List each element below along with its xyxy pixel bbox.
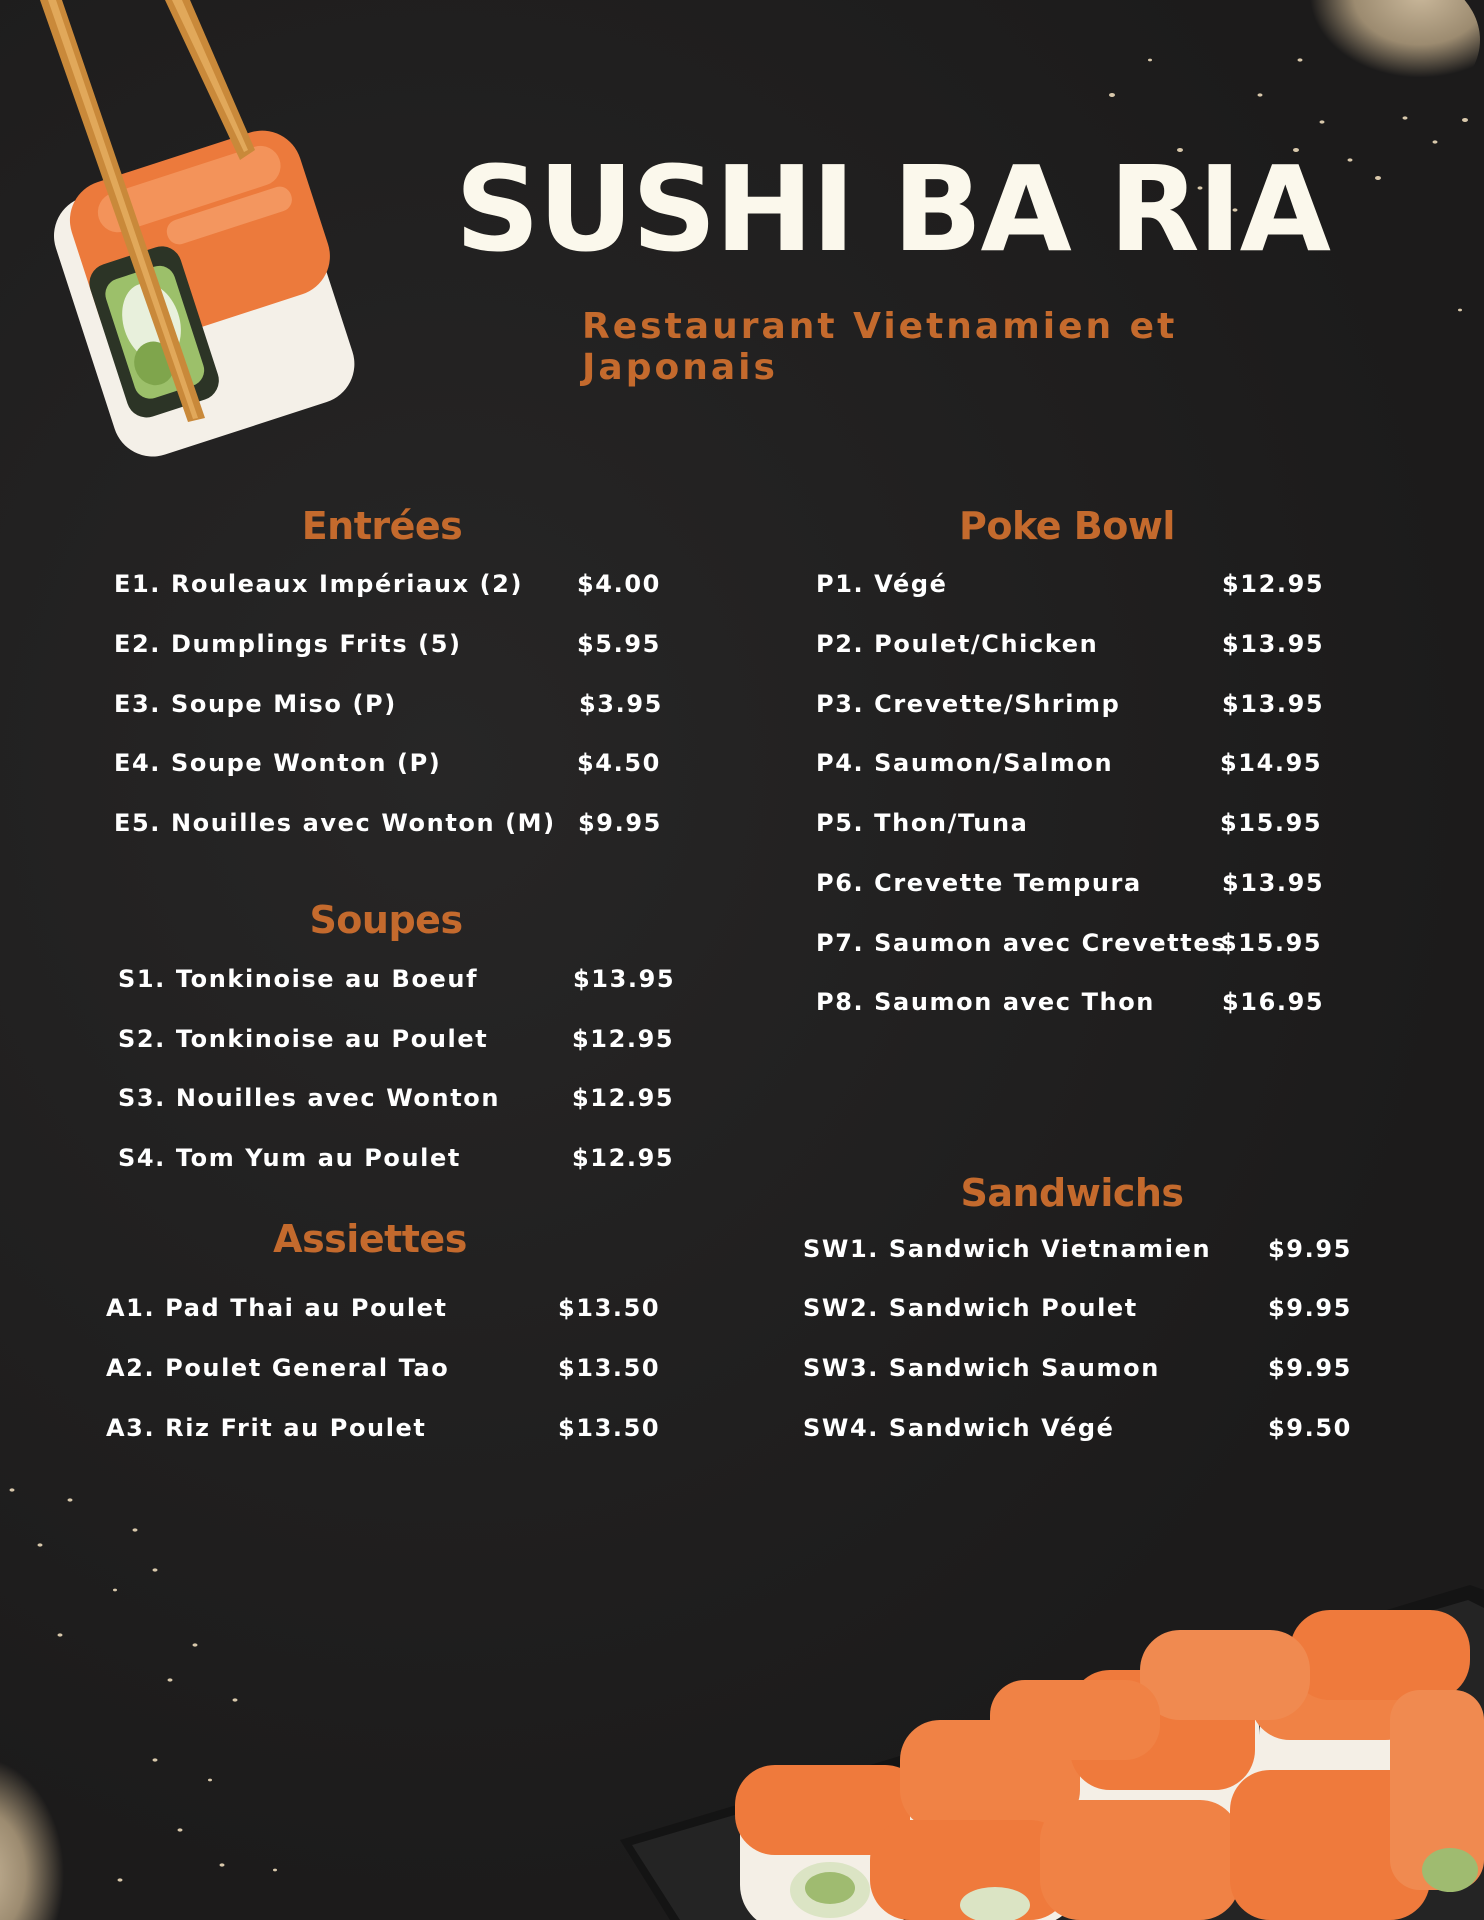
item-name: SW1. Sandwich Vietnamien bbox=[803, 1235, 1212, 1263]
section-title-entrees: Entrées bbox=[301, 504, 463, 548]
item-name: A2. Poulet General Tao bbox=[106, 1354, 450, 1382]
item-name: A3. Riz Frit au Poulet bbox=[106, 1414, 427, 1442]
item-price: $13.50 bbox=[558, 1294, 661, 1322]
item-name: P8. Saumon avec Thon bbox=[816, 988, 1155, 1016]
menu-item bbox=[816, 630, 1416, 664]
item-name: P7. Saumon avec Crevettes bbox=[816, 929, 1228, 957]
item-price: $9.95 bbox=[1268, 1354, 1352, 1382]
menu-item bbox=[803, 1414, 1423, 1448]
menu-item bbox=[114, 570, 674, 604]
item-price: $13.95 bbox=[573, 965, 676, 993]
item-price: $13.50 bbox=[558, 1354, 661, 1382]
menu-item bbox=[114, 749, 674, 783]
item-price: $15.95 bbox=[1220, 809, 1323, 837]
item-name: E1. Rouleaux Impériaux (2) bbox=[114, 570, 524, 598]
item-price: $12.95 bbox=[572, 1084, 675, 1112]
item-price: $15.95 bbox=[1220, 929, 1323, 957]
item-name: P1. Végé bbox=[816, 570, 948, 598]
item-name: P2. Poulet/Chicken bbox=[816, 630, 1099, 658]
item-price: $9.95 bbox=[578, 809, 662, 837]
section-title-assiettes: Assiettes bbox=[273, 1217, 467, 1261]
menu-item bbox=[816, 988, 1416, 1022]
menu-item bbox=[114, 630, 674, 664]
section-title-sandwichs: Sandwichs bbox=[960, 1171, 1184, 1215]
item-price: $14.95 bbox=[1220, 749, 1323, 777]
sesame-seeds-bottom-left-image bbox=[0, 1470, 300, 1920]
menu-item bbox=[816, 570, 1416, 604]
item-name: S4. Tom Yum au Poulet bbox=[118, 1144, 461, 1172]
item-name: SW4. Sandwich Végé bbox=[803, 1414, 1115, 1442]
item-name: P6. Crevette Tempura bbox=[816, 869, 1142, 897]
item-name: E5. Nouilles avec Wonton (M) bbox=[114, 809, 556, 837]
item-name: E2. Dumplings Frits (5) bbox=[114, 630, 462, 658]
item-price: $12.95 bbox=[572, 1144, 675, 1172]
menu-item bbox=[118, 1084, 678, 1118]
section-title-poke-bowl: Poke Bowl bbox=[959, 504, 1175, 548]
menu-item bbox=[803, 1294, 1423, 1328]
menu-item bbox=[803, 1354, 1423, 1388]
menu-item bbox=[803, 1235, 1423, 1269]
item-price: $13.50 bbox=[558, 1414, 661, 1442]
item-name: A1. Pad Thai au Poulet bbox=[106, 1294, 448, 1322]
menu-item bbox=[118, 965, 678, 999]
menu-item bbox=[816, 809, 1416, 843]
item-price: $4.00 bbox=[577, 570, 661, 598]
menu-item bbox=[106, 1354, 666, 1388]
menu-item bbox=[106, 1414, 666, 1448]
section-title-soupes: Soupes bbox=[309, 898, 463, 942]
restaurant-title: SUSHI BA RIA bbox=[455, 140, 1329, 278]
menu-item bbox=[816, 929, 1416, 963]
item-name: P3. Crevette/Shrimp bbox=[816, 690, 1121, 718]
item-price: $12.95 bbox=[572, 1025, 675, 1053]
sushi-roll-chopsticks-image bbox=[40, 0, 390, 480]
item-price: $12.95 bbox=[1222, 570, 1325, 598]
item-name: S2. Tonkinoise au Poulet bbox=[118, 1025, 489, 1053]
menu-item bbox=[816, 749, 1416, 783]
item-price: $9.50 bbox=[1268, 1414, 1352, 1442]
item-name: P4. Saumon/Salmon bbox=[816, 749, 1114, 777]
menu-item bbox=[106, 1294, 666, 1328]
item-name: E4. Soupe Wonton (P) bbox=[114, 749, 442, 777]
item-price: $4.50 bbox=[577, 749, 661, 777]
restaurant-subtitle: Restaurant Vietnamien et Japonais bbox=[582, 306, 1178, 388]
item-name: E3. Soupe Miso (P) bbox=[114, 690, 397, 718]
item-name: SW3. Sandwich Saumon bbox=[803, 1354, 1160, 1382]
item-name: P5. Thon/Tuna bbox=[816, 809, 1029, 837]
menu-item bbox=[114, 690, 674, 724]
item-price: $9.95 bbox=[1268, 1294, 1352, 1322]
menu-item bbox=[118, 1025, 678, 1059]
menu-item bbox=[114, 809, 674, 843]
item-price: $13.95 bbox=[1222, 630, 1325, 658]
item-price: $5.95 bbox=[577, 630, 661, 658]
item-price: $9.95 bbox=[1268, 1235, 1352, 1263]
item-name: SW2. Sandwich Poulet bbox=[803, 1294, 1138, 1322]
item-name: S1. Tonkinoise au Boeuf bbox=[118, 965, 479, 993]
item-price: $16.95 bbox=[1222, 988, 1325, 1016]
item-price: $3.95 bbox=[579, 690, 663, 718]
menu-item bbox=[816, 869, 1416, 903]
menu-item bbox=[118, 1144, 678, 1178]
item-price: $13.95 bbox=[1222, 690, 1325, 718]
item-price: $13.95 bbox=[1222, 869, 1325, 897]
salmon-sushi-tray-image bbox=[610, 1570, 1484, 1920]
menu-item bbox=[816, 690, 1416, 724]
item-name: S3. Nouilles avec Wonton bbox=[118, 1084, 501, 1112]
